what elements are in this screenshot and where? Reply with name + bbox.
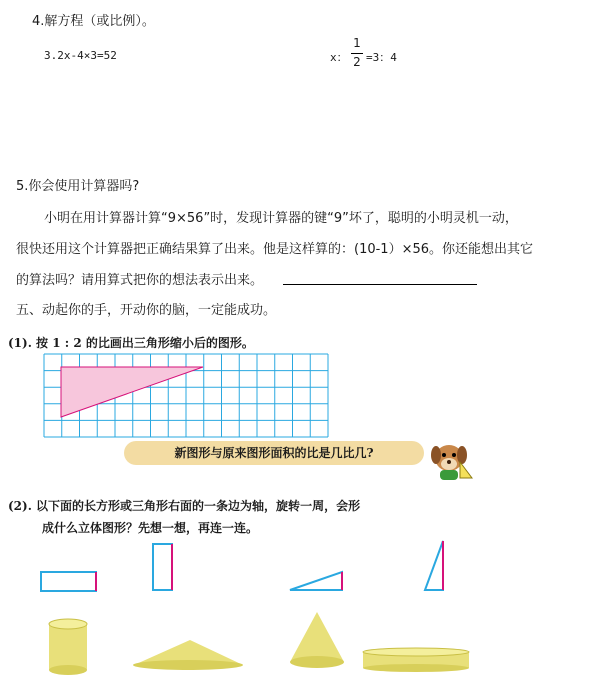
hint-bubble-text: 新图形与原来图形面积的比是几比几? — [174, 446, 374, 460]
question-5-title: 5.你会使用计算器吗? — [16, 179, 140, 194]
fraction-numerator: 1 — [353, 36, 361, 50]
tall-cone — [290, 612, 344, 668]
tall-rectangle — [153, 544, 172, 590]
part-2-line-1: (2). 以下面的长方形或三角形右面的一条边为轴，旋转一周，会形 — [8, 499, 361, 513]
original-triangle — [61, 367, 203, 417]
flat-cone — [133, 640, 243, 670]
section-5-title: 五、动起你的手，开动你的脑，一定能成功。 — [16, 303, 277, 318]
question-5-line-1: 小明在用计算器计算“9×56”时，发现计算器的键“9”坏了，聪明的小明灵机一动， — [44, 211, 518, 226]
tall-cylinder — [49, 619, 87, 675]
question-5-line-2: 很快还用这个计算器把正确结果算了出来。他是这样算的：(10-1）×56。你还能想出其它 — [16, 242, 534, 257]
hint-bubble — [124, 441, 424, 465]
question-4-title: 4.解方程（或比例）。 — [32, 14, 155, 29]
dog-mascot-icon — [431, 445, 472, 480]
wide-rectangle — [41, 572, 96, 591]
flat-cylinder — [363, 648, 469, 672]
tall-triangle — [425, 541, 443, 590]
flat-triangle — [290, 572, 342, 590]
part-1-label: (1). 按 1 : 2 的比画出三角形缩小后的图形。 — [8, 336, 254, 350]
equation-1: 3.2x-4×3=52 — [44, 49, 117, 62]
part-2-line-2: 成什么立体图形？先想一想，再连一连。 — [42, 521, 259, 535]
question-5-line-3: 的算法吗？请用算式把你的想法表示出来。 — [16, 273, 264, 288]
equation-2-prefix: x： — [330, 51, 348, 64]
equation-2-suffix: =3：4 — [366, 51, 397, 64]
fraction-denominator: 2 — [353, 55, 361, 69]
